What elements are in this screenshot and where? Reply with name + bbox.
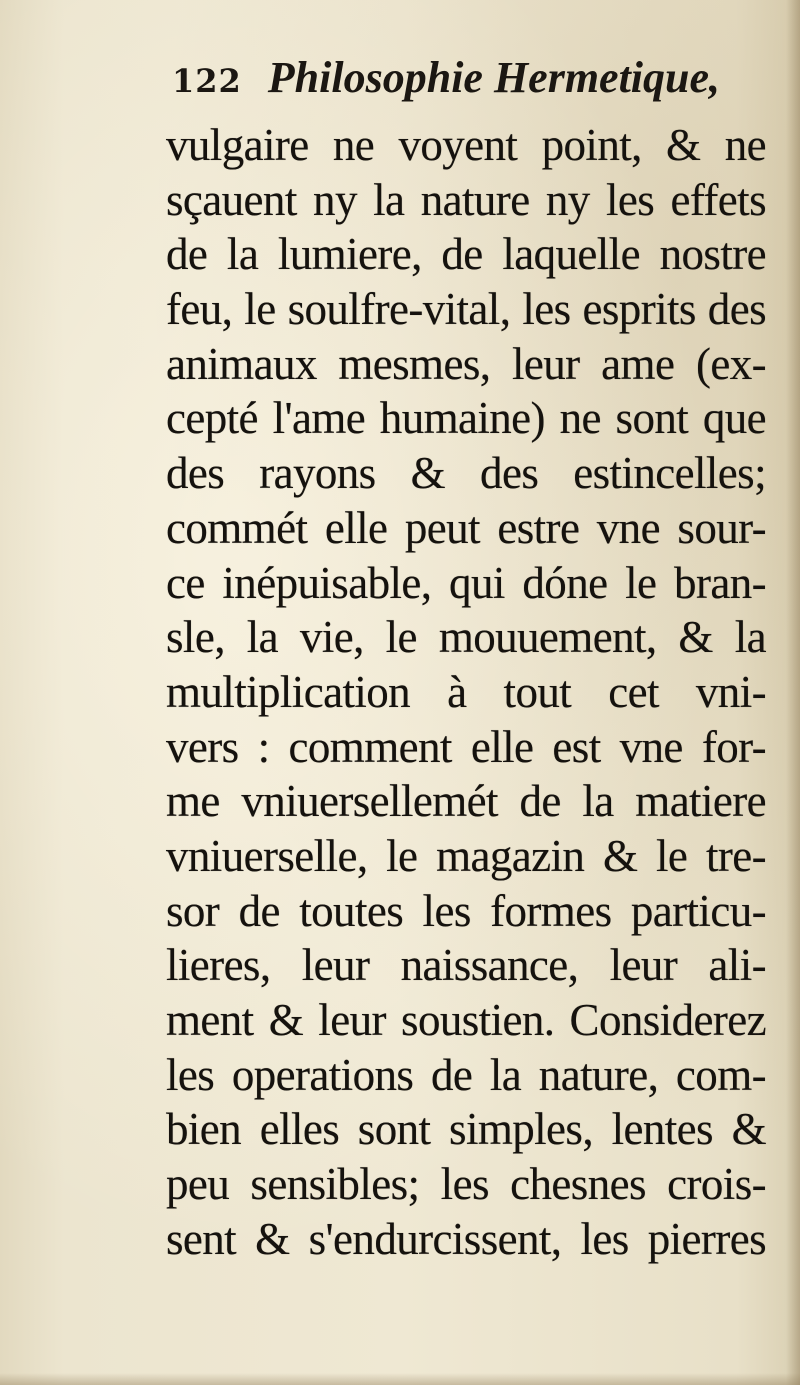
text-line: sçauent ny la nature ny les effets bbox=[166, 174, 766, 225]
text-line: peu sensibles; les chesnes crois- bbox=[166, 1159, 766, 1210]
text-line: animaux mesmes, leur ame (ex- bbox=[166, 338, 766, 389]
text-line: sle, la vie, le mouuement, & la bbox=[166, 612, 766, 663]
text-line: me vniuersellemét de la matiere bbox=[166, 776, 766, 827]
text-line: ce inépuisable, qui dóne le bran- bbox=[166, 557, 766, 608]
text-line: vulgaire ne voyent point, & ne bbox=[166, 120, 766, 170]
text-line: des rayons & des estincelles; bbox=[166, 448, 766, 499]
text-line: multiplication à tout cet vni- bbox=[166, 666, 766, 717]
text-line: les operations de la nature, com- bbox=[166, 1049, 766, 1100]
page-number: 122 bbox=[172, 62, 242, 100]
text-line: bien elles sont simples, lentes & bbox=[166, 1104, 766, 1155]
page-edge-shadow bbox=[786, 0, 800, 1385]
text-line: ment & leur soustien. Considerez bbox=[166, 995, 766, 1045]
text-line: commét elle peut estre vne sour- bbox=[166, 502, 766, 553]
text-line: sent & s'endurcissent, les pierres bbox=[166, 1213, 766, 1264]
text-line: vers : comment elle est vne for- bbox=[166, 721, 766, 772]
page-bottom-shadow bbox=[0, 1373, 800, 1385]
page-header bbox=[172, 52, 772, 112]
body-text bbox=[166, 118, 766, 1266]
text-line: de la lumiere, de laquelle nostre bbox=[166, 229, 766, 280]
running-title: Philosophie Hermetique, bbox=[267, 53, 721, 102]
text-line: sor de toutes les formes particu- bbox=[166, 885, 766, 936]
text-line: vniuerselle, le magazin & le tre- bbox=[166, 830, 766, 881]
text-line: cepté l'ame humaine) ne sont que bbox=[166, 393, 766, 444]
text-line: feu, le soulfre-vital, les esprits des bbox=[166, 284, 766, 335]
text-line: lieres, leur naissance, leur ali- bbox=[166, 940, 766, 991]
